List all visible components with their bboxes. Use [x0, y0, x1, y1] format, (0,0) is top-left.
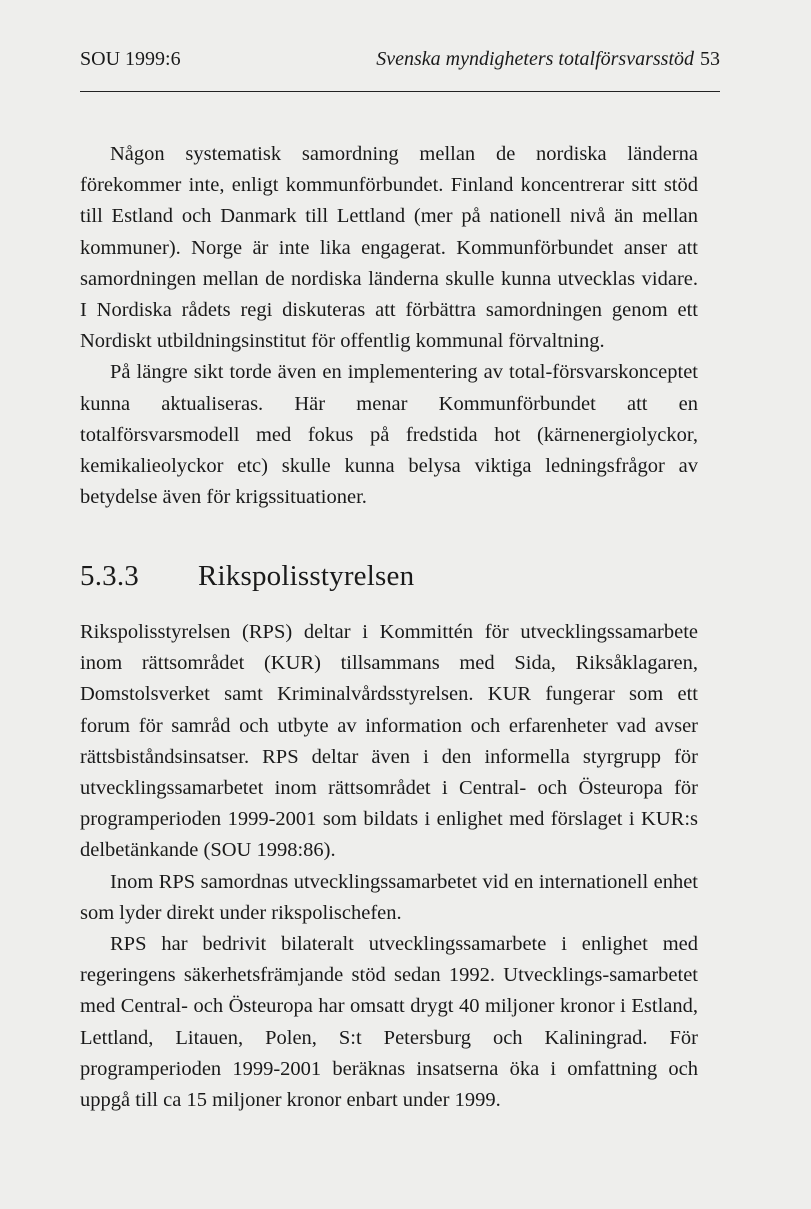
paragraph: RPS har bedrivit bilateralt utvecklingssamarbete i enlighet med regeringens säkerhetsfrämjande stöd sedan 1992. Utvecklings-samarbetet med Central- och Östeuropa har omsatt drygt 40 miljoner kronor i Estland, Lettland, Litauen, Polen, S:t Petersburg och Kaliningrad. För programperioden 1999-2001 beräknas insatserna öka i omfattning och uppgå till ca 15 miljoner kronor enbart under 1999.: [80, 933, 698, 1112]
running-title-group: [376, 48, 720, 71]
section-heading: [80, 560, 414, 593]
report-id: SOU 1999:6: [80, 48, 181, 70]
paragraph: På längre sikt torde även en implementering av total-försvarskonceptet kunna aktualiseras. Här menar Kommunförbundet att en totalförsvarsmodell med fokus på fredstida hot (kärnenergiolyckor, kemikalieolyckor etc) skulle kunna belysa viktiga ledningsfrågor av betydelse även för krigssituationer.: [80, 361, 698, 509]
paragraph: Inom RPS samordnas utvecklingssamarbetet vid en internationell enhet som lyder direkt under rikspolischefen.: [80, 870, 698, 924]
body-block-section: [80, 617, 698, 1116]
header-rule: [80, 91, 720, 92]
running-title: Svenska myndigheters totalförsvarsstöd: [376, 48, 694, 70]
section-title: Rikspolisstyrelsen: [198, 560, 415, 592]
running-header: [80, 48, 720, 78]
page-number: 53: [700, 48, 720, 70]
paragraph: Rikspolisstyrelsen (RPS) deltar i Kommittén för utvecklingssamarbete inom rättsområdet (KUR) tillsammans med Sida, Riksåklagaren, Domstolsverket samt Kriminalvårdsstyrelsen. KUR fungerar som ett forum för samråd och utbyte av information och erfarenheter vad avser rättsbiståndsinsatser. RPS deltar även i den informella styrgrupp för utvecklingssamarbetet inom rättsområdet i Central- och Östeuropa för programperioden 1999-2001 som bildats i enlighet med förslaget i KUR:s delbetänkande (SOU 1998:86).: [80, 621, 698, 862]
body-block-top: [80, 139, 698, 513]
section-number: 5.3.3: [80, 560, 139, 592]
paragraph: Någon systematisk samordning mellan de nordiska länderna förekommer inte, enligt kommunförbundet. Finland koncentrerar sitt stöd till Estland och Danmark till Lettland (mer på nationell nivå än mellan kommuner). Norge är inte lika engagerat. Kommunförbundet anser att samordningen mellan de nordiska länderna skulle kunna utvecklas vidare. I Nordiska rådets regi diskuteras att förbättra samordningen genom ett Nordiskt utbildningsinstitut för offentlig kommunal förvaltning.: [80, 143, 698, 353]
